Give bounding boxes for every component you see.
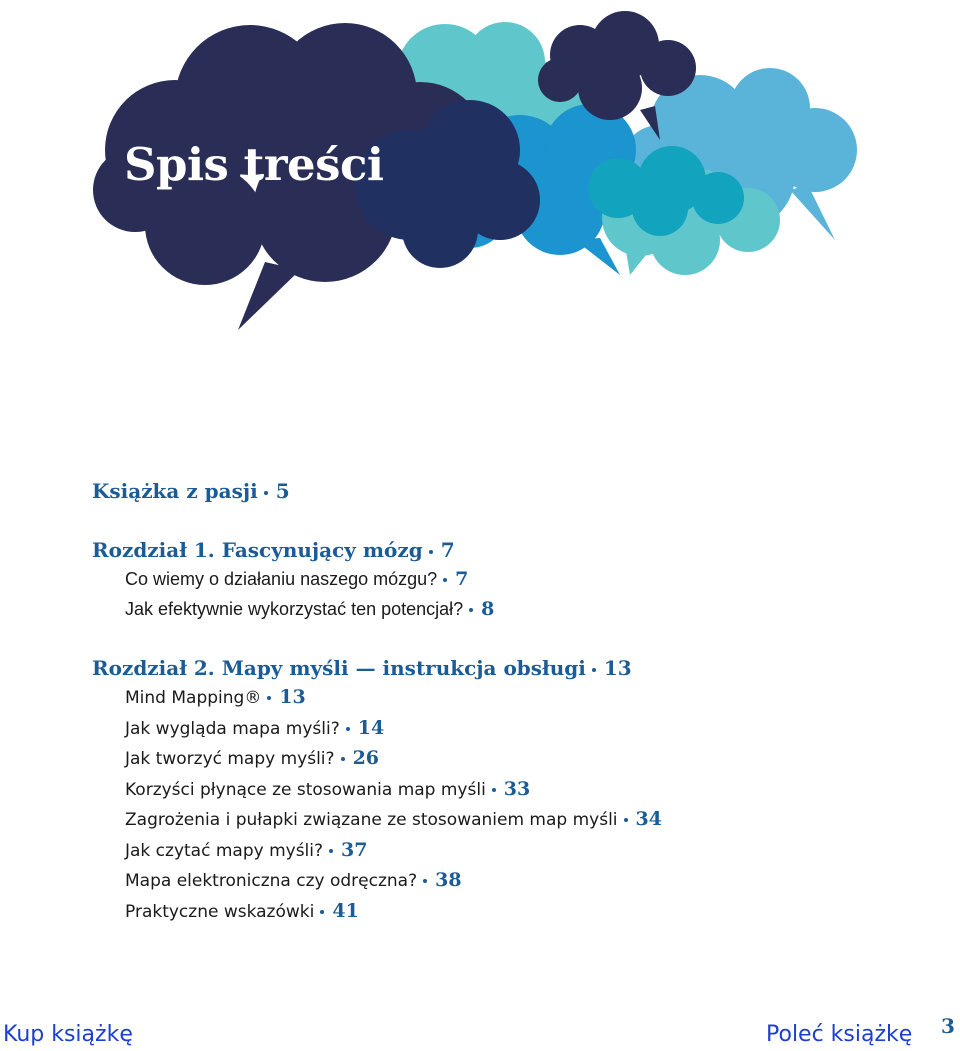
separator-dot (429, 550, 433, 554)
separator-dot (346, 727, 350, 731)
toc-entry-title: Jak efektywnie wykorzystać ten potencjał? (125, 598, 464, 619)
toc-page-number: 8 (481, 597, 495, 620)
toc-page-number: 13 (603, 656, 632, 680)
toc-entry-title: Rozdział 2. Mapy myśli — instrukcja obsługi (92, 656, 586, 680)
toc-item[interactable] (92, 866, 912, 897)
toc-page-number: 14 (357, 716, 385, 739)
separator-dot (469, 608, 473, 612)
toc-entry-title: Rozdział 1. Fascynujący mózg (92, 538, 423, 562)
toc-item[interactable] (92, 683, 912, 714)
toc-item[interactable] (92, 775, 912, 806)
toc-page-number: 34 (635, 808, 662, 830)
toc-entry-title: Korzyści płynące ze stosowania map myśli (125, 779, 486, 800)
separator-dot (267, 696, 271, 700)
toc-item[interactable] (92, 744, 912, 775)
separator-dot (423, 879, 427, 883)
toc-page-number: 33 (503, 777, 531, 800)
toc-item[interactable] (92, 595, 912, 625)
toc-entry-title: Co wiemy o działaniu naszego mózgu? (125, 569, 438, 589)
separator-dot (443, 578, 447, 582)
buy-book-link[interactable]: Kup książkę (3, 1022, 133, 1047)
separator-dot (341, 757, 345, 761)
toc-page-number: 41 (332, 899, 359, 922)
page-title: Spis treści (124, 138, 384, 191)
toc-item[interactable] (92, 565, 912, 595)
toc-page-number: 37 (341, 838, 368, 861)
toc-intro[interactable] (92, 476, 912, 506)
toc-page-number: 38 (435, 869, 462, 891)
table-of-contents (92, 476, 912, 927)
separator-dot (492, 788, 496, 792)
toc-entry-title: Praktyczne wskazówki (125, 901, 315, 922)
separator-dot (320, 910, 324, 914)
toc-chapter-1[interactable] (92, 535, 912, 565)
toc-item[interactable] (92, 805, 912, 836)
toc-page-number: 7 (440, 538, 455, 562)
toc-entry-title: Jak czytać mapy myśli? (125, 840, 324, 861)
toc-entry-title: Jak wygląda mapa myśli? (125, 718, 340, 739)
toc-entry-title: Jak tworzyć mapy myśli? (125, 749, 335, 769)
toc-entry-title: Książka z pasji (92, 479, 258, 503)
separator-dot (592, 668, 596, 672)
toc-item[interactable] (92, 897, 912, 928)
toc-entry-title: Mapa elektroniczna czy odręczna? (125, 871, 418, 891)
toc-item[interactable] (92, 836, 912, 867)
separator-dot (329, 849, 333, 853)
toc-entry-title: Zagrożenia i pułapki związane ze stosowaniem map myśli (125, 810, 618, 830)
toc-page-number: 5 (275, 479, 290, 503)
separator-dot (624, 818, 628, 822)
toc-chapter-2[interactable] (92, 653, 912, 683)
toc-page-number: 7 (455, 568, 469, 590)
toc-item[interactable] (92, 714, 912, 745)
toc-entry-title: Mind Mapping® (125, 688, 262, 708)
separator-dot (264, 491, 268, 495)
toc-page-number: 26 (352, 747, 380, 769)
recommend-book-link[interactable]: Poleć książkę (766, 1022, 913, 1047)
toc-page-number: 13 (279, 686, 306, 708)
page-number: 3 (941, 1014, 955, 1038)
